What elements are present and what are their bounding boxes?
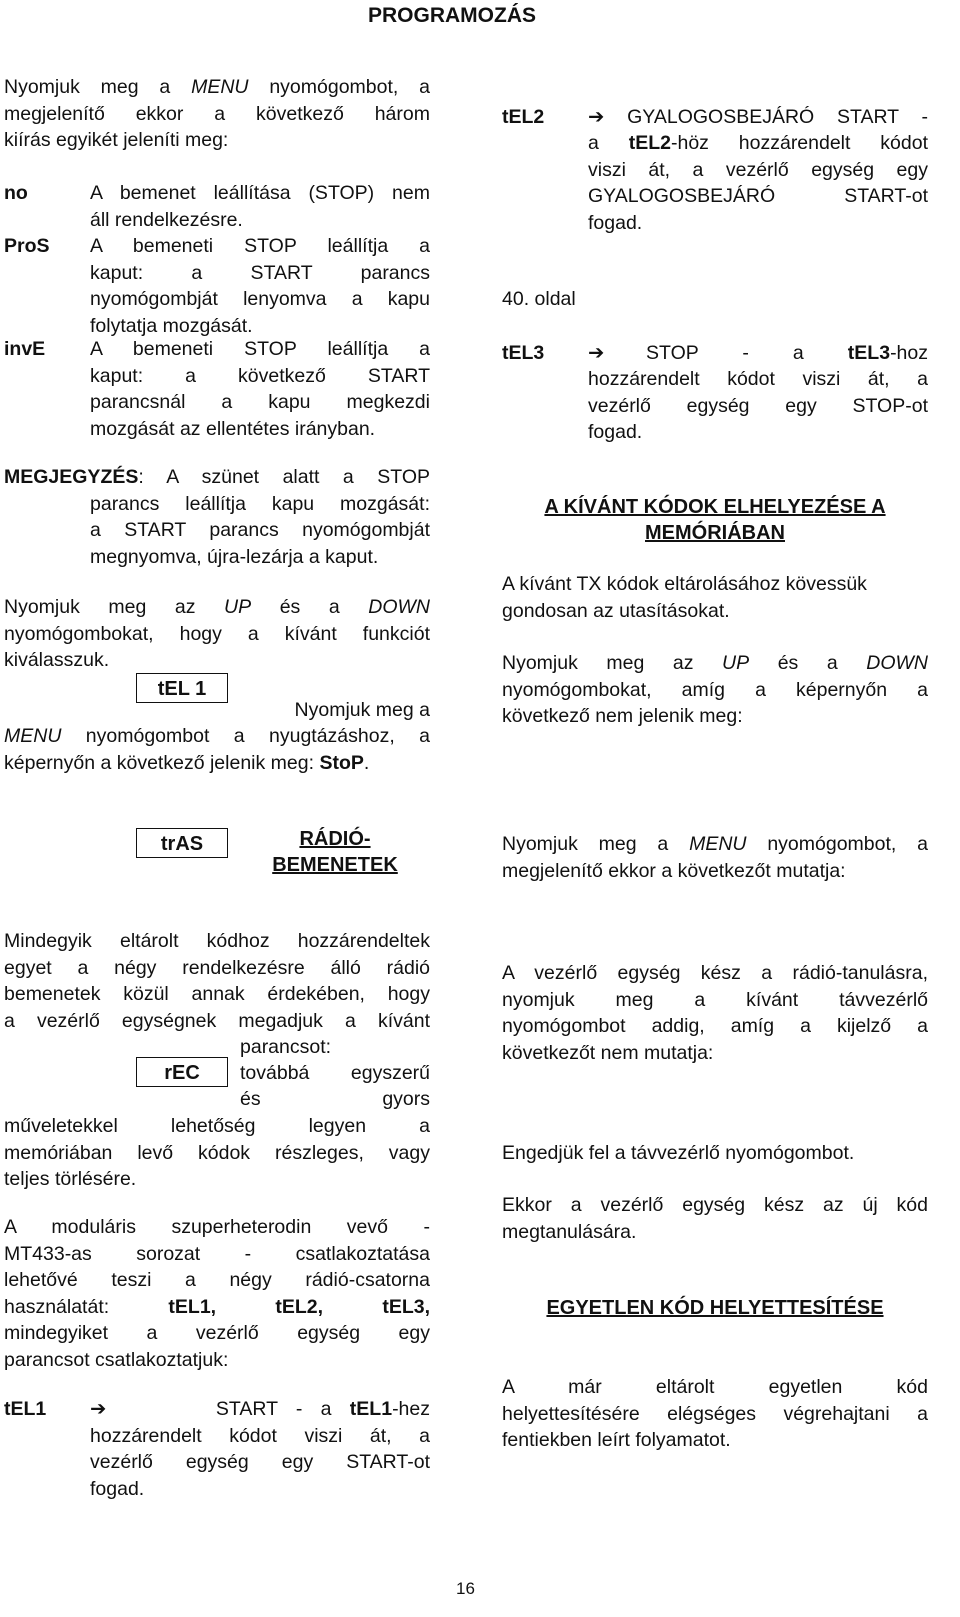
option-desc-no: A bemenet leállítása (STOP) nem áll rendelkezésre.: [90, 182, 430, 231]
arrow-right-icon: ➔: [90, 1398, 107, 1420]
option-term-inve: invE: [4, 338, 46, 360]
menu-paragraph: Nyomjuk meg a MENU nyomógombot, a megjelenítő ekkor a következőt mutatja:: [502, 833, 928, 882]
tx-paragraph: A kívánt TX kódok eltárolásához kövessük gondosan az utasításokat.: [502, 573, 867, 622]
option-desc-inve: A bemeneti STOP leállítja a kaput: a következő START parancsnál a kapu megkezdi mozgását az ellentétes irányban.: [90, 338, 430, 440]
option-term-no: no: [4, 182, 28, 204]
release-paragraph: Engedjük fel a távvezérlő nyomógombot.: [502, 1142, 855, 1164]
page-number: 16: [456, 1579, 475, 1598]
radio-inputs-heading: RÁDIÓ- BEMENETEK: [272, 828, 398, 876]
tel1-text: MENU nyomógombot a nyugtázáshoz, a képernyőn a következő jelenik meg: StoP.: [4, 725, 430, 774]
tel1-term: tEL1: [4, 1398, 47, 1420]
tel1-definition: ➔ START - a tEL1-hez hozzárendelt kódot viszi át, a vezérlő egység egy START-ot fogad.: [90, 1398, 430, 1500]
single-code-paragraph: A már eltárolt egyetlen kód helyettesítésére elégséges végrehajtani a fentiekben leírt folyamatot.: [502, 1376, 928, 1451]
updown-paragraph: Nyomjuk meg az UP és a DOWN nyomógombokat, hogy a kívánt funkciót kiválasszuk.: [4, 596, 430, 671]
radio-paragraph-tail: műveletekkel lehetőség legyen a memóriában levő kódok részleges, vagy teljes törlésére.: [4, 1115, 430, 1190]
radio-paragraph-r1: parancsot:: [240, 1036, 332, 1058]
tel2-term: tEL2: [502, 106, 545, 128]
receiver-paragraph: A moduláris szuperheterodin vevő - MT433-as sorozat - csatlakoztatása lehetővé teszi a négy rádió-csatorna használatát: tEL1, tEL2, tEL3, mindegyiket a vezérlő egység egy parancsot csatlakoztatjuk:: [4, 1216, 431, 1371]
rec-display-box: rEC: [136, 1057, 228, 1087]
option-term-pros: ProS: [4, 235, 50, 257]
memory-heading: A KÍVÁNT KÓDOK ELHELYEZÉSE A MEMÓRIÁBAN: [544, 496, 886, 544]
tel1-text-line1: Nyomjuk meg a: [294, 699, 430, 721]
tel2-definition-cont: a tEL2-höz hozzárendelt kódot viszi át, a vezérlő egység egy GYALOGOSBEJÁRÓ START-ot fogad.: [588, 132, 928, 234]
tras-display-box: trAS: [136, 828, 228, 858]
page-title: PROGRAMOZÁS: [368, 4, 536, 27]
note-paragraph: MEGJEGYZÉS: A szünet alatt a STOP parancs leállítja kapu mozgását: a START parancs nyomógombját megnyomva, újra-lezárja a kaput.: [4, 466, 430, 568]
page-reference: 40. oldal: [502, 288, 576, 310]
tel3-definition-cont: hozzárendelt kódot viszi át, a vezérlő egység egy STOP-ot fogad.: [588, 368, 928, 443]
radio-paragraph: Mindegyik eltárolt kódhoz hozzárendeltek egyet a négy rendelkezésre álló rádió bemenetek közül annak érdekében, hogy a vezérlő egységnek megadjuk a kívánt: [4, 930, 430, 1032]
tel1-display-box: tEL 1: [136, 673, 228, 703]
tel2-definition: ➔ GYALOGOSBEJÁRÓ START -: [588, 106, 928, 128]
tel3-term: tEL3: [502, 342, 545, 364]
new-code-paragraph: Ekkor a vezérlő egység kész az új kód megtanulására.: [502, 1194, 928, 1243]
ready-paragraph: A vezérlő egység kész a rádió-tanulásra, nyomjuk meg a kívánt távvezérlő nyomógombot addig, amíg a kijelző a következőt nem mutatja:: [502, 962, 928, 1064]
tel3-definition: STOP - a tEL3-hoz: [646, 342, 928, 364]
intro-paragraph: Nyomjuk meg a MENU nyomógombot, a megjelenítő ekkor a következő három kiírás egyikét jeleníti meg:: [4, 76, 430, 151]
arrow-right-icon: ➔: [588, 106, 605, 128]
option-desc-pros: A bemeneti STOP leállítja a kaput: a START parancs nyomógombját lenyomva a kapu folytatja mozgását.: [90, 235, 430, 337]
arrow-right-icon: ➔: [588, 342, 605, 364]
radio-paragraph-r2: továbbá egyszerű: [240, 1062, 430, 1084]
tel3-arrow: [588, 340, 604, 367]
single-code-heading: EGYETLEN KÓD HELYETTESÍTÉSE: [546, 1297, 884, 1319]
updown-paragraph-right: Nyomjuk meg az UP és a DOWN nyomógombokat, amíg a képernyőn a következő nem jelenik meg:: [502, 652, 928, 727]
